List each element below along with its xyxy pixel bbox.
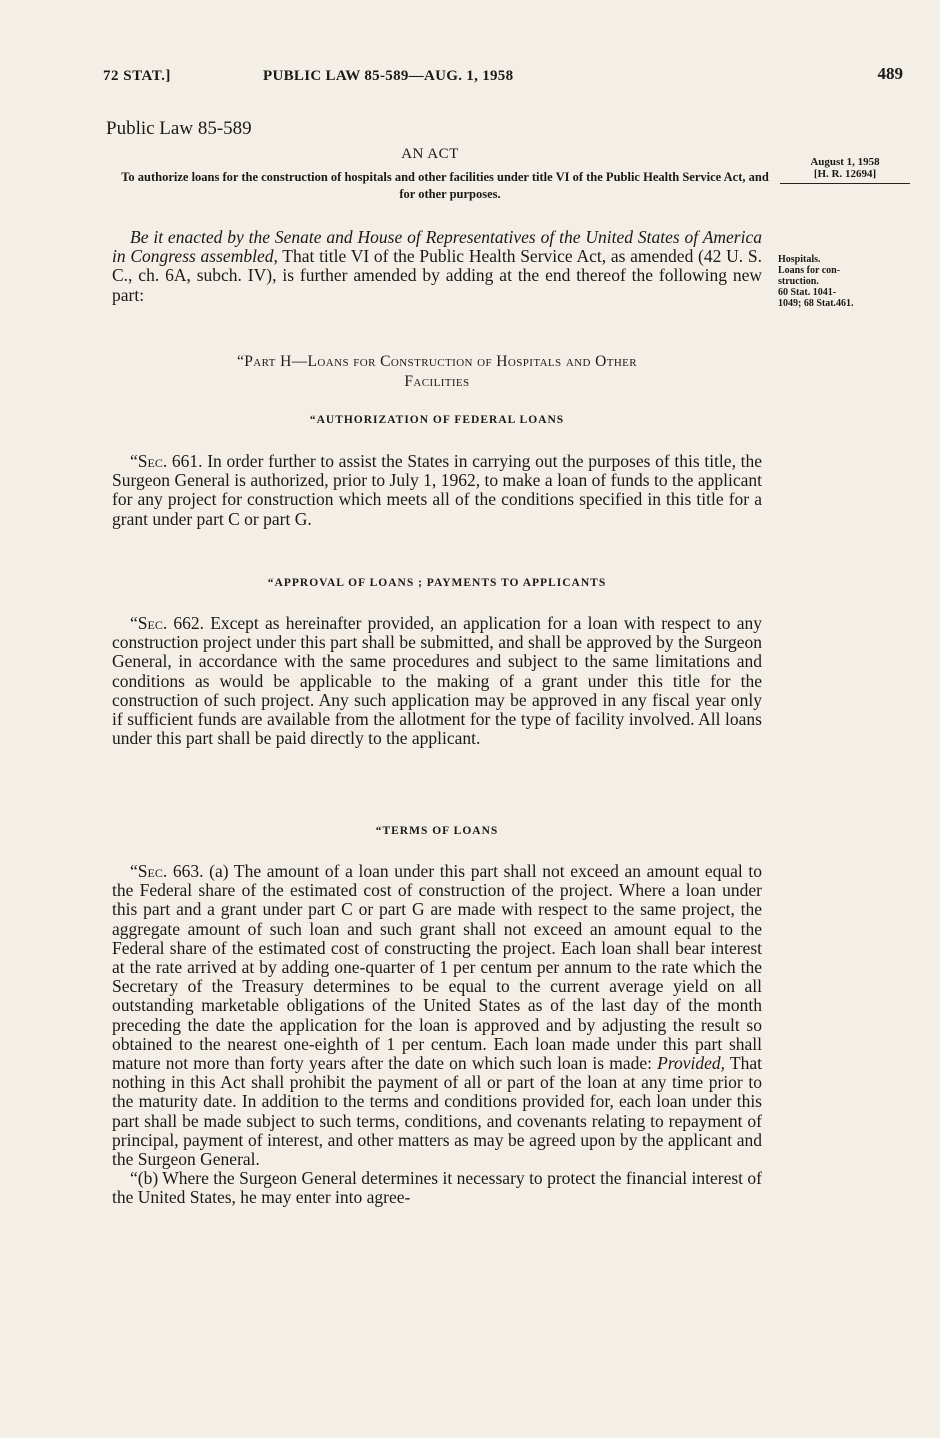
enacting-italic: Be it enacted by the Senate and House of Representatives of the United States of America in Congress assembled, (112, 227, 762, 267)
margin-note-line: Hospitals. (778, 254, 821, 265)
section-662 (112, 614, 762, 748)
section-663-heading: “TERMS OF LOANS (375, 825, 499, 837)
margin-date (780, 156, 910, 180)
section-label: “Sec. 661. (130, 451, 203, 471)
section-662-heading: “APPROVAL OF LOANS ; PAYMENTS TO APPLICANTS (267, 577, 607, 589)
section-text-b: That nothing in this Act shall prohibit the payment of all or part of the loan at any time prior to the maturity date. In addition to the terms and conditions provided for, each loan under this part shall be made subject to such terms, conditions, and covenants relating to repayment of principal, payment of interest, and other matters as may be agreed upon by the applicant and the Surgeon General. (112, 1053, 762, 1170)
margin-rule (780, 183, 910, 184)
margin-note-line: 60 Stat. 1041- (778, 287, 837, 298)
act-label: AN ACT (401, 146, 459, 162)
page-number: 489 (877, 64, 903, 83)
subsection-b: “(b) Where the Surgeon General determines it necessary to protect the financial interest of the United States, he may enter into agree- (112, 1168, 762, 1208)
margin-bill-number: [H. R. 12694] (813, 168, 877, 180)
law-title: Public Law 85-589 (106, 118, 252, 139)
section-663 (112, 862, 762, 1208)
section-text: In order further to assist the States in carrying out the purposes of this title, the Surgeon General is authorized, prior to July 1, 1962, to make a loan of funds to the applicant for any project for construction which meets all of the conditions specified in this title for a grant under part C or part G. (112, 451, 763, 529)
enacting-text: That title VI of the Public Health Service Act, as amended (42 U. S. C., ch. 6A, subch. IV), is further amended by adding at the end thereof the following new part: (112, 246, 762, 305)
part-heading-line: Facilities (404, 373, 470, 390)
act-purpose: To authorize loans for the construction of hospitals and other facilities under title VI of the Public Health Service Act, and for other purposes. (121, 170, 769, 201)
part-heading (112, 352, 762, 392)
part-heading-line: “Part H—Loans for Construction of Hospitals and Other (236, 353, 638, 370)
running-header (103, 62, 909, 90)
header-volume: 72 STAT.] (103, 68, 171, 84)
margin-note-line: 1049; 68 Stat.461. (778, 298, 854, 309)
margin-date-line: August 1, 1958 (810, 156, 880, 168)
section-text: Except as hereinafter provided, an application for a loan with respect to any construction project under this part shall be submitted, and shall be approved by the Surgeon General, in accordance with the same procedures and subject to the same limitations and conditions as would be applicable to the making of a grant under this title for the construction of such project. Any such application may be approved in any fiscal year only if sufficient funds are available from the allotment for the type of facility involved. All loans under this part shall be paid directly to the applicant. (112, 613, 762, 749)
margin-note-line: struction. (778, 276, 819, 287)
section-661 (112, 452, 762, 529)
header-title: PUBLIC LAW 85-589—AUG. 1, 1958 (263, 68, 514, 84)
margin-note (778, 254, 913, 309)
enacting-clause (112, 228, 762, 305)
section-label: “Sec. 663. (130, 861, 204, 881)
section-text-a: (a) The amount of a loan under this part shall not exceed an amount equal to the Federal share of the estimated cost of construction of the project. Where a loan under this part and a grant under part C or part G are made with respect to the same project, the aggregate amount of such loan and such grant shall not exceed an amount equal to the Federal share of the estimated cost of constructing the project. Each loan shall bear interest at the rate arrived at by adding one-quarter of 1 per centum per annum to the rate which the Secretary of the Treasury determines to be equal to the current average yield on all outstanding marketable obligations of the United States as of the last day of the month preceding the date the application for the loan is approved and by adjusting the result so obtained to the nearest one-eighth of 1 per centum. Each loan made under this part shall mature not more than forty years after the date on which such loan is made: (112, 861, 762, 1074)
section-label: “Sec. 662. (130, 613, 205, 633)
provided-italic: Provided, (657, 1053, 726, 1074)
margin-note-line: Loans for con- (778, 265, 841, 276)
section-661-heading: “AUTHORIZATION OF FEDERAL LOANS (309, 414, 565, 426)
